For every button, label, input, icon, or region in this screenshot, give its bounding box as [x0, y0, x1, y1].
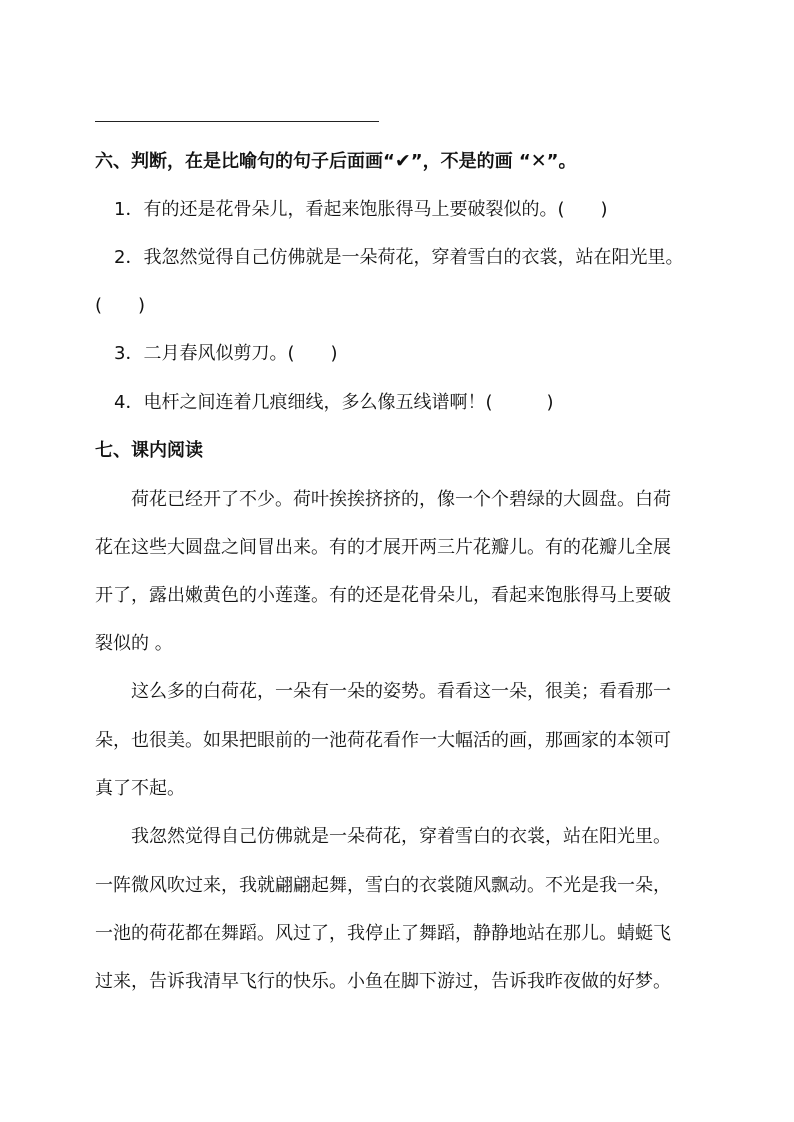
question-2-line1: 2．我忽然觉得自己仿佛就是一朵荷花，穿着雪白的衣裳，站在阳光里。 [114, 247, 684, 268]
reading-line: 一池的荷花都在舞蹈。风过了，我停止了舞蹈，静静地站在那儿。蜻蜓飞 [95, 923, 671, 944]
reading-line: 一阵微风吹过来，我就翩翩起舞，雪白的衣裳随风飘动。不光是我一朵， [95, 875, 671, 896]
reading-line: 我忽然觉得自己仿佛就是一朵荷花，穿着雪白的衣裳，站在阳光里。 [131, 826, 671, 847]
section6-heading-mid: ”，不是的画 “ [410, 151, 531, 172]
reading-line: 开了，露出嫩黄色的小莲蓬。有的还是花骨朵儿，看起来饱胀得马上要破 [95, 585, 671, 606]
answer-underline [95, 121, 379, 122]
check-mark-icon: ✔ [394, 150, 411, 172]
reading-line: 朵，也很美。如果把眼前的一池荷花看作一大幅活的画，那画家的本领可 [95, 730, 671, 751]
question-2-line2: ( ) [95, 295, 146, 316]
section6-heading-prefix: 六、判断，在是比喻句的句子后面画“ [95, 151, 395, 172]
section6-heading-suffix: ”。 [546, 151, 577, 172]
reading-line: 这么多的白荷花，一朵有一朵的姿势。看看这一朵，很美；看看那一 [131, 681, 671, 702]
section7-heading: 七、课内阅读 [95, 440, 203, 461]
reading-line: 真了不起。 [95, 778, 185, 799]
question-4: 4．电杆之间连着几痕细线，多么像五线谱啊！( ) [114, 392, 554, 413]
question-3: 3．二月春风似剪刀。( ) [114, 343, 338, 364]
section6-heading [95, 149, 576, 174]
cross-mark-icon: ✕ [530, 150, 547, 172]
reading-line: 花在这些大圆盘之间冒出来。有的才展开两三片花瓣儿。有的花瓣儿全展 [95, 537, 671, 558]
question-1: 1．有的还是花骨朵儿，看起来饱胀得马上要破裂似的。( ) [114, 199, 608, 220]
reading-line: 裂似的 。 [95, 633, 173, 654]
reading-line: 过来，告诉我清早飞行的快乐。小鱼在脚下游过，告诉我昨夜做的好梦。 [95, 971, 671, 992]
reading-line: 荷花已经开了不少。荷叶挨挨挤挤的，像一个个碧绿的大圆盘。白荷 [131, 489, 671, 510]
